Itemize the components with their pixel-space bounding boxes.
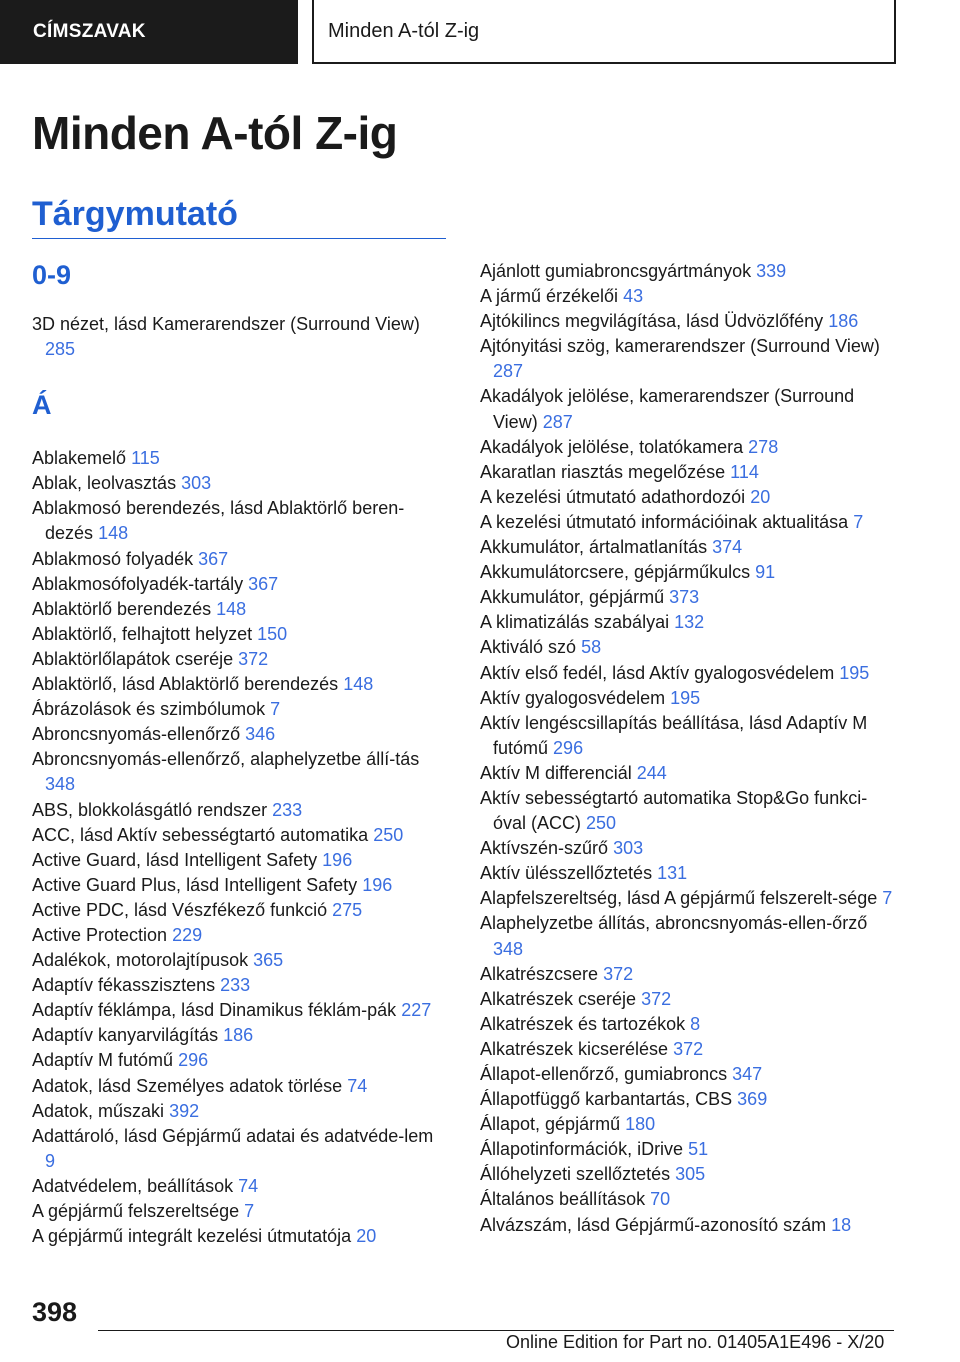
page-link[interactable]: 148 — [98, 523, 129, 544]
index-entry — [32, 798, 447, 823]
page-link[interactable]: 18 — [831, 1214, 852, 1235]
entry-text: A klimatizálás szabályai — [480, 612, 670, 633]
page-header — [0, 0, 896, 64]
page-link[interactable]: 233 — [272, 799, 303, 820]
footer-divider — [98, 1330, 894, 1331]
entry-text: Adaptív kanyarvilágítás — [32, 1025, 219, 1046]
index-entry — [32, 622, 447, 647]
page-link[interactable]: 43 — [623, 286, 644, 307]
entry-text: Akkumulátor, ártalmatlanítás — [480, 537, 708, 558]
entry-text: Adaptív féklámpa, lásd Dinamikus féklám-pák — [32, 1000, 397, 1021]
page-link[interactable]: 367 — [248, 573, 279, 594]
page-link[interactable]: 131 — [657, 863, 688, 884]
entry-text: Állapotinformációk, iDrive — [480, 1139, 684, 1160]
entry-text: A kezelési útmutató információinak aktualitása — [480, 511, 849, 532]
index-entry — [32, 1099, 447, 1124]
entry-text: Akaratlan riasztás megelőzése — [480, 461, 726, 482]
index-entry — [32, 312, 447, 362]
page-link[interactable]: 296 — [553, 737, 584, 758]
letter-heading-a: Á — [32, 390, 52, 421]
entry-text: Abroncsnyomás-ellenőrző, alaphelyzetbe állí-tás — [32, 749, 420, 770]
page-link[interactable]: 20 — [750, 486, 771, 507]
index-entry — [480, 535, 900, 560]
index-entry — [32, 722, 447, 747]
section-title: Tárgymutató — [32, 195, 238, 233]
index-entry — [32, 1124, 447, 1174]
index-entry — [480, 1012, 900, 1037]
page-link[interactable]: 233 — [220, 975, 251, 996]
page-link[interactable]: 20 — [356, 1226, 377, 1247]
page-link[interactable]: 70 — [650, 1189, 671, 1210]
entry-text: Adatok, műszaki — [32, 1100, 165, 1121]
page-link[interactable]: 365 — [253, 950, 284, 971]
index-entry — [480, 460, 900, 485]
entry-text: Adaptív M futómű — [32, 1050, 174, 1071]
index-entry — [480, 1162, 900, 1187]
index-entry — [480, 510, 900, 535]
page-link[interactable]: 250 — [586, 813, 617, 834]
index-entry — [480, 259, 900, 284]
entry-text: Ablakmosó berendezés, lásd Ablaktörlő beren-dezés — [32, 498, 405, 544]
entry-text: Állóhelyzeti szellőztetés — [480, 1164, 671, 1185]
page-link[interactable]: 9 — [45, 1150, 56, 1171]
index-entry — [480, 610, 900, 635]
entry-text: Active PDC, lásd Vészfékező funkció — [32, 899, 328, 920]
page-link[interactable]: 186 — [828, 311, 859, 332]
index-entry — [32, 848, 447, 873]
entry-text: Aktív ülésszellőztetés — [480, 863, 653, 884]
page-link[interactable]: 369 — [737, 1089, 768, 1110]
page-link[interactable]: 285 — [45, 339, 76, 360]
section-divider — [32, 238, 446, 239]
index-entry — [480, 711, 900, 761]
entry-text: Állapot, gépjármű — [480, 1114, 621, 1135]
index-entry — [480, 1087, 900, 1112]
page-link[interactable]: 114 — [730, 461, 759, 482]
index-entry — [480, 786, 900, 836]
index-entry — [32, 496, 447, 546]
entry-text: Ablaktörlő, lásd Ablaktörlő berendezés — [32, 674, 339, 695]
entry-text: ACC, lásd Aktív sebességtartó automatika — [32, 824, 369, 845]
page-link[interactable]: 373 — [669, 587, 700, 608]
index-entry — [480, 384, 900, 434]
entry-text: Akadályok jelölése, kamerarendszer (Surround View) — [480, 386, 855, 432]
entry-text: Ablaktörlőlapátok cseréje — [32, 648, 234, 669]
page-link[interactable]: 372 — [673, 1038, 704, 1059]
page-link[interactable]: 8 — [690, 1013, 701, 1034]
entry-text: Általános beállítások — [480, 1189, 646, 1210]
page-link[interactable]: 195 — [839, 662, 870, 683]
entry-text: Ajtónyitási szög, kamerarendszer (Surround View) — [480, 336, 880, 357]
index-entry — [480, 962, 900, 987]
index-entry — [480, 1112, 900, 1137]
page-link[interactable]: 244 — [636, 762, 667, 783]
index-entry — [480, 309, 900, 334]
entry-text: Adattároló, lásd Gépjármű adatai és adatvéde-lem — [32, 1125, 434, 1146]
page-link[interactable]: 7 — [882, 888, 893, 909]
entry-text: Ablaktörlő, felhajtott helyzet — [32, 623, 253, 644]
entry-text: Active Guard Plus, lásd Intelligent Safety — [32, 874, 358, 895]
entry-text: 3D nézet, lásd Kamerarendszer (Surround View) — [32, 314, 420, 334]
entry-text: Ajtókilincs megvilágítása, lásd Üdvözlőfény — [480, 311, 824, 332]
page-link[interactable]: 7 — [853, 511, 864, 532]
entry-text: Ajánlott gumiabroncsgyártmányok — [480, 261, 752, 281]
page-link[interactable]: 58 — [581, 637, 602, 658]
entry-text: A gépjármű integrált kezelési útmutatója — [32, 1226, 352, 1247]
entry-text: Állapotfüggő karbantartás, CBS — [480, 1089, 733, 1110]
page-number: 398 — [32, 1297, 78, 1327]
index-entry — [480, 1137, 900, 1162]
page-link[interactable]: 346 — [245, 724, 276, 745]
entry-text: Aktív M differenciál — [480, 762, 632, 783]
index-entry — [480, 435, 900, 460]
index-entry — [32, 1048, 447, 1073]
page-link[interactable]: 227 — [401, 1000, 432, 1021]
page-link[interactable]: 74 — [347, 1075, 368, 1096]
page-link[interactable]: 374 — [712, 537, 743, 558]
page-link[interactable]: 229 — [172, 924, 203, 945]
page-link[interactable]: 51 — [688, 1139, 709, 1160]
index-entry — [480, 635, 900, 660]
index-entry — [480, 1187, 900, 1212]
index-entry — [32, 647, 447, 672]
entry-text: Akkumulátorcsere, gépjárműkulcs — [480, 562, 751, 583]
page-link[interactable]: 7 — [244, 1201, 255, 1221]
index-entry — [480, 585, 900, 610]
index-column-left — [32, 258, 447, 1249]
index-entry — [32, 1174, 447, 1199]
edition-note: Online Edition for Part no. 01405A1E496 - X/20 — [506, 1332, 885, 1352]
index-entry — [480, 334, 900, 384]
index-entry — [32, 747, 447, 797]
entry-text: Ábrázolások és szimbólumok — [32, 699, 266, 720]
page-link[interactable]: 367 — [198, 548, 229, 569]
entry-text: Alkatrészcsere — [480, 963, 599, 984]
index-entry — [480, 284, 900, 309]
index-entry — [32, 446, 447, 471]
index-entry — [32, 898, 447, 923]
index-entry — [480, 485, 900, 510]
index-entry — [32, 1224, 447, 1249]
index-entry — [32, 948, 447, 973]
section-tab[interactable]: CÍMSZAVAK — [0, 0, 298, 64]
index-entry — [480, 1037, 900, 1062]
entry-text: Alkatrészek cseréje — [480, 988, 637, 1009]
page-link[interactable]: 132 — [674, 612, 705, 633]
page-link[interactable]: 303 — [181, 473, 212, 494]
index-entry — [32, 1023, 447, 1048]
entry-text: Active Guard, lásd Intelligent Safety — [32, 849, 318, 870]
page-link[interactable]: 287 — [493, 361, 524, 382]
page-link[interactable]: 91 — [755, 562, 776, 583]
index-entry — [480, 686, 900, 711]
entry-text: Alapfelszereltség, lásd A gépjármű felszerelt-sége — [480, 888, 878, 909]
index-entry — [32, 873, 447, 898]
entry-text: Aktív első fedél, lásd Aktív gyalogosvédelem — [480, 662, 835, 683]
entry-text: Abroncsnyomás-ellenőrző — [32, 724, 241, 745]
page-link[interactable]: 115 — [131, 448, 160, 469]
entry-text: A kezelési útmutató adathordozói — [480, 486, 746, 507]
page-link[interactable]: 296 — [178, 1050, 209, 1071]
entry-text: Állapot-ellenőrző, gumiabroncs — [480, 1064, 728, 1084]
index-entry — [32, 697, 447, 722]
entry-text: Aktívszén-szűrő — [480, 838, 609, 859]
index-entry — [480, 911, 900, 961]
entry-text: ABS, blokkolásgátló rendszer — [32, 799, 268, 820]
entry-text: Alkatrészek és tartozékok — [480, 1013, 686, 1034]
page-link[interactable]: 196 — [322, 849, 353, 870]
index-entry — [480, 761, 900, 786]
entry-text: Active Protection — [32, 924, 168, 945]
page-link[interactable]: 303 — [613, 838, 644, 859]
index-entry — [480, 836, 900, 861]
chapter-tab[interactable]: Minden A-tól Z-ig — [312, 0, 896, 64]
index-entry — [32, 471, 447, 496]
index-entry — [480, 661, 900, 686]
entry-text: Aktív gyalogosvédelem — [480, 687, 666, 708]
page-link[interactable]: 372 — [238, 648, 269, 669]
letter-heading-0-9: 0-9 — [32, 260, 72, 290]
page-link[interactable]: 148 — [216, 598, 247, 619]
entry-text: Alkatrészek kicserélése — [480, 1038, 669, 1059]
entry-text: Ablakmosófolyadék-tartály — [32, 573, 244, 594]
index-entry — [32, 672, 447, 697]
page-link[interactable]: 148 — [343, 674, 374, 695]
index-entry — [480, 886, 900, 911]
page-link[interactable]: 195 — [670, 687, 701, 708]
entry-text: A gépjármű felszereltsége — [32, 1201, 240, 1221]
page-title: Minden A-tól Z-ig — [32, 107, 398, 159]
index-entry — [480, 1062, 900, 1087]
entry-text: Ablak, leolvasztás — [32, 473, 177, 494]
page-link[interactable]: 347 — [732, 1064, 763, 1084]
entry-text: Akadályok jelölése, tolatókamera — [480, 436, 744, 457]
entry-text: Ablakmosó folyadék — [32, 548, 194, 569]
page-link[interactable]: 392 — [169, 1100, 200, 1121]
page-link[interactable]: 278 — [748, 436, 779, 457]
index-entry — [32, 547, 447, 572]
index-entry — [32, 572, 447, 597]
entry-text: Aktív sebességtartó automatika Stop&Go funkci-óval (ACC) — [480, 787, 868, 834]
page-link[interactable]: 275 — [332, 899, 363, 920]
entry-text: Aktiváló szó — [480, 637, 577, 658]
page-link[interactable]: 372 — [641, 988, 672, 1009]
entry-text: Alvázszám, lásd Gépjármű-azonosító szám — [480, 1214, 827, 1235]
page-link[interactable]: 339 — [756, 261, 787, 281]
index-entry — [32, 597, 447, 622]
page-link[interactable]: 74 — [238, 1175, 259, 1196]
index-entry — [32, 973, 447, 998]
index-entry — [32, 998, 447, 1023]
page-link[interactable]: 196 — [362, 874, 393, 895]
page-link[interactable]: 348 — [45, 774, 76, 795]
entry-text: Adatvédelem, beállítások — [32, 1175, 234, 1196]
page-link[interactable]: 305 — [675, 1164, 706, 1185]
index-entry — [480, 987, 900, 1012]
page-link[interactable]: 348 — [493, 938, 524, 959]
entry-text: Ablaktörlő berendezés — [32, 598, 212, 619]
entry-text: Adatok, lásd Személyes adatok törlése — [32, 1075, 343, 1096]
entry-text: Alaphelyzetbe állítás, abroncsnyomás-ellen-őrző — [480, 913, 868, 934]
index-entry — [480, 861, 900, 886]
index-entry — [32, 1074, 447, 1099]
index-entry — [480, 1213, 900, 1238]
page-link[interactable]: 150 — [257, 623, 288, 644]
entry-text: Adaptív fékasszisztens — [32, 975, 216, 996]
page-link[interactable]: 186 — [223, 1025, 254, 1046]
index-entry — [480, 560, 900, 585]
entry-text: Akkumulátor, gépjármű — [480, 587, 665, 608]
entry-text: Adalékok, motorolajtípusok — [32, 950, 249, 971]
page-link[interactable]: 250 — [373, 824, 404, 845]
entry-text: Aktív lengéscsillapítás beállítása, lásd Adaptív M futómű — [480, 712, 868, 758]
index-entry — [32, 823, 447, 848]
page-link[interactable]: 287 — [542, 411, 573, 432]
index-entry — [32, 1199, 447, 1224]
index-column-right — [480, 259, 900, 1238]
page-link[interactable]: 7 — [270, 699, 281, 720]
page-link[interactable]: 372 — [603, 963, 634, 984]
index-entry — [32, 923, 447, 948]
entry-text: A jármű érzékelői — [480, 286, 619, 307]
page-link[interactable]: 180 — [625, 1114, 656, 1135]
entry-text: Ablakemelő — [32, 448, 127, 469]
